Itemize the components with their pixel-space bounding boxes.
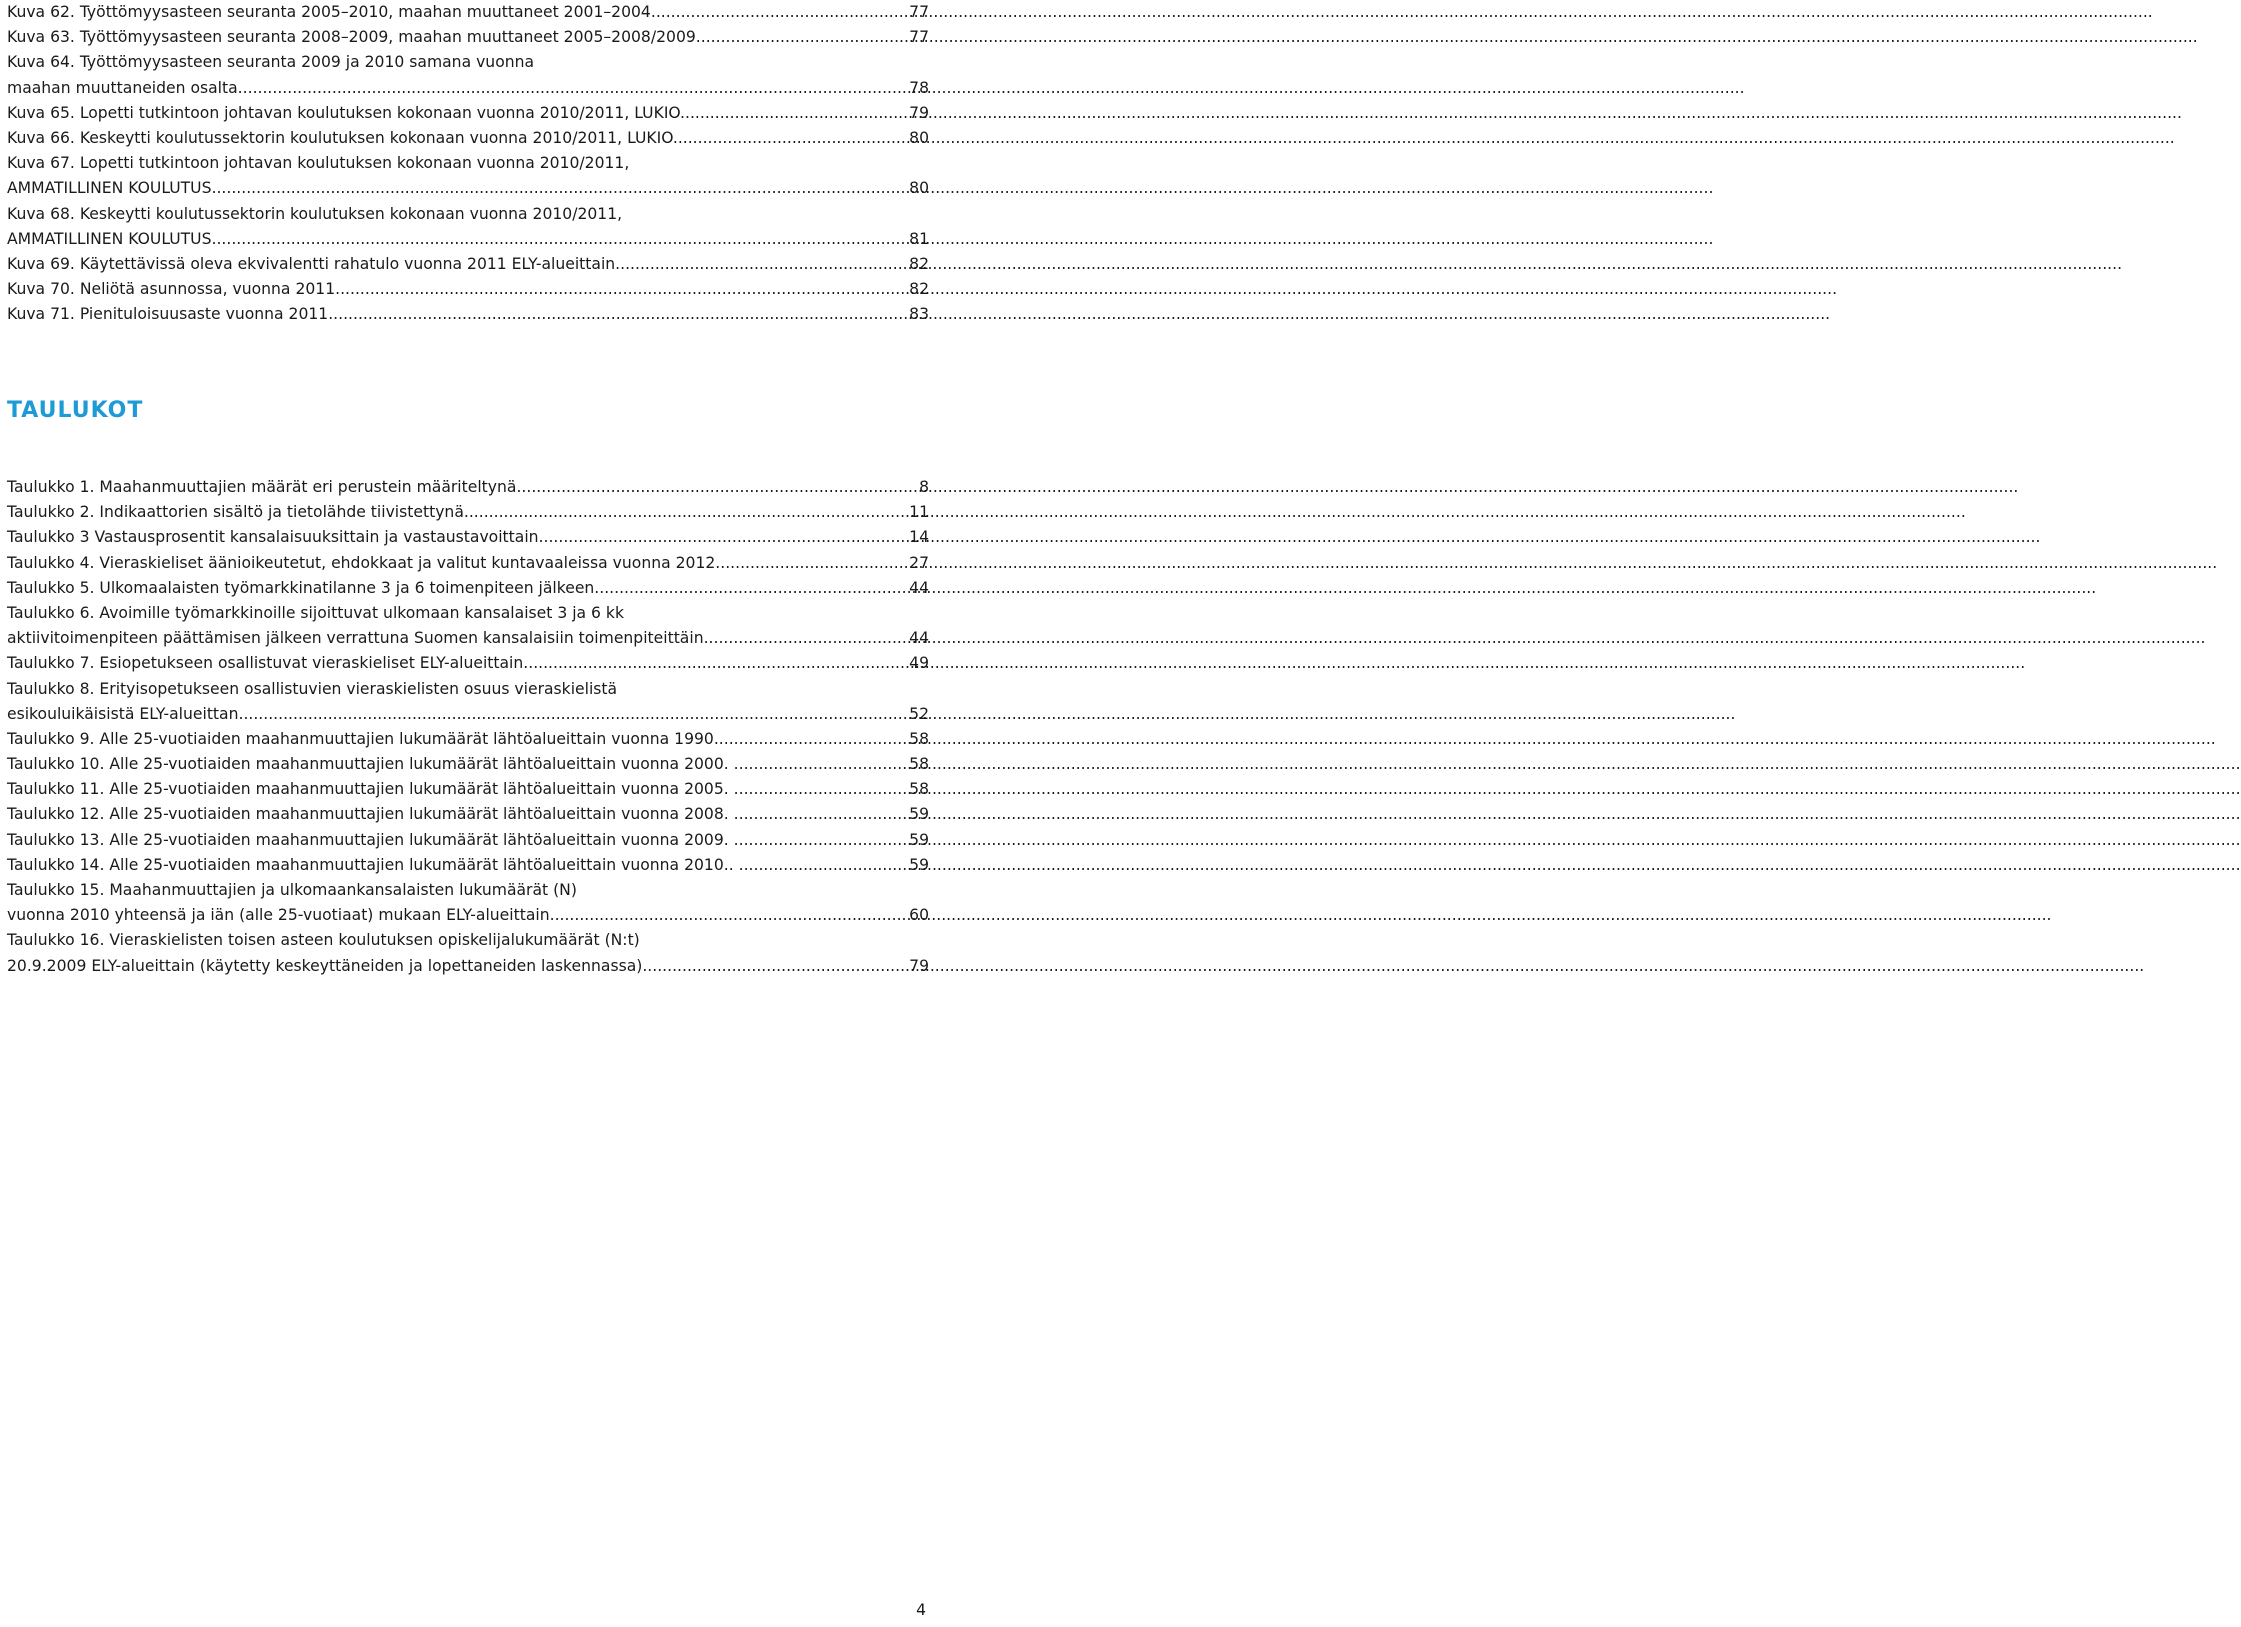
table-entry[interactable] [7,853,929,878]
entry-page-number: 59 [909,805,929,824]
entry-text: Taulukko 2. Indikaattorien sisältö ja tietolähde tiivistettynä. [7,503,469,522]
entry-text: Taulukko 12. Alle 25-vuotiaiden maahanmuuttajien lukumäärät lähtöalueittain vuonna 2008. .. [7,805,744,824]
dot-leader [544,525,908,550]
entry-text: Kuva 69. Käytettävissä oleva ekvivalentti rahatulo vuonna 2011 ELY-alueittain.. [7,254,626,273]
entry-page-number: 59 [909,855,929,874]
table-entry[interactable] [7,752,929,777]
dot-leader [469,500,907,525]
entry-page-number: 58 [909,755,929,774]
entry-page-number: 11 [909,503,929,522]
entry-page-number: 77 [909,3,929,21]
entry-text: Kuva 71. Pienituloisuusaste vuonna 2011. [7,305,334,324]
dot-leader [701,25,907,50]
dot-leader [744,828,908,853]
entry-page-number: 79 [909,103,929,122]
entry-line [7,853,929,878]
entry-text: Taulukko 11. Alle 25-vuotiaiden maahanmuuttajien lukumäärät lähtöalueittain vuonna 2005. .. [7,780,744,799]
page-number: 4 [916,1601,926,1619]
dot-leader [528,651,907,676]
entry-line [7,802,929,827]
entry-page-number: 27 [909,553,929,572]
entry-text: Taulukko 1. Maahanmuuttajien määrät eri perustein määriteltynä. [7,478,522,496]
dot-leader [656,0,907,25]
entry-line [7,227,929,252]
table-entry[interactable] [7,802,929,827]
entry-text: 20.9.2009 ELY-alueittain (käytetty keskeyttäneiden ja lopettaneiden laskennassa). [7,956,648,975]
entry-page-number: 44 [909,578,929,597]
entry-text: Kuva 68. Keskeytti koulutussektorin koulutuksen kokonaan vuonna 2010/2011, [7,204,623,223]
entry-text: Kuva 65. Lopetti tutkintoon johtavan koulutuksen kokonaan vuonna 2010/2011, LUKIO. [7,103,686,122]
entry-line [7,954,929,979]
entry-line [7,525,929,550]
entry-text: aktiivitoimenpiteen päättämisen jälkeen verrattuna Suomen kansalaisiin toimenpiteittäin. [7,629,709,648]
dot-leader [521,475,917,500]
table-entry[interactable] [7,777,929,802]
entry-page-number: 58 [909,780,929,799]
entry-text: Taulukko 5. Ulkomaalaisten työmarkkinatilanne 3 ja 6 toimenpiteen jälkeen. [7,578,600,597]
figure-entry[interactable] [7,0,929,25]
dot-leader [720,551,907,576]
dot-leader [555,903,908,928]
entry-line [7,277,929,302]
figure-entry[interactable] [7,252,929,277]
entry-line [7,576,929,601]
entry-text: Taulukko 6. Avoimille työmarkkinoille sijoittuvat ulkomaan kansalaiset 3 ja 6 kk [7,603,624,622]
entry-page-number: 83 [909,305,929,324]
entry-text: Kuva 66. Keskeytti koulutussektorin koulutuksen kokonaan vuonna 2010/2011, LUKIO. [7,128,678,147]
table-entry[interactable] [7,475,929,500]
entry-page-number: 14 [909,528,929,547]
entry-text: maahan muuttaneiden osalta.. [7,78,248,97]
entry-text: esikouluikäisistä ELY-alueittan [7,704,239,723]
table-entry[interactable] [7,727,929,752]
entry-page-number: 81 [909,229,929,248]
dot-leader [709,626,908,651]
entry-page-number: 8 [919,478,929,496]
dot-leader [647,954,907,979]
entry-text: Taulukko 13. Alle 25-vuotiaiden maahanmuuttajien lukumäärät lähtöalueittain vuonna 2009. .. [7,830,744,849]
entry-line [7,651,929,676]
entry-page-number: 77 [909,28,929,47]
table-list [7,475,929,979]
dot-leader [333,302,907,327]
dot-leader [248,76,908,101]
dot-leader [744,777,908,802]
table-entry[interactable] [7,551,929,576]
entry-text: Taulukko 10. Alle 25-vuotiaiden maahanmuuttajien lukumäärät lähtöalueittain vuonna 2000. .. [7,755,744,774]
figure-entry[interactable] [7,151,929,201]
entry-page-number: 44 [909,629,929,648]
entry-text: Taulukko 15. Maahanmuuttajien ja ulkomaankansalaisten lukumäärät (N) [7,881,577,899]
entry-line [7,903,929,928]
dot-leader [678,126,907,151]
entry-text: Kuva 67. Lopetti tutkintoon johtavan koulutuksen kokonaan vuonna 2010/2011, [7,154,630,173]
entry-line [7,500,929,525]
figure-entry[interactable] [7,302,929,327]
figure-entry[interactable] [7,277,929,302]
dot-leader [744,802,908,827]
entry-text: Taulukko 4. Vieraskieliset äänioikeutetut, ehdokkaat ja valitut kuntavaaleissa vuonna 2012. [7,553,721,572]
entry-text: Taulukko 8. Erityisopetukseen osallistuvien vieraskielisten osuus vieraskielistä [7,679,618,698]
entry-text: Taulukko 14. Alle 25-vuotiaiden maahanmuuttajien lukumäärät lähtöalueittain vuonna 2010.. . [7,855,744,874]
dot-leader [744,752,908,777]
entry-line [7,302,929,327]
figure-list [7,0,929,327]
entry-page-number: 79 [909,956,929,975]
figure-entry[interactable] [7,126,929,151]
entry-line [7,101,929,126]
dot-leader [685,101,907,126]
entry-line [7,475,929,500]
entry-line [7,551,929,576]
entry-page-number: 60 [909,906,929,925]
table-entry[interactable] [7,525,929,550]
table-entry[interactable] [7,828,929,853]
entry-text: Taulukko 3 Vastausprosentit kansalaisuuksittain ja vastaustavoittain. [7,528,544,547]
figure-entry[interactable] [7,101,929,126]
entry-line [7,25,929,50]
entry-line [7,828,929,853]
dot-leader [744,853,908,878]
entry-line [7,626,929,651]
entry-text: AMMATILLINEN KOULUTUS. [7,179,217,198]
entry-page-number: 80 [909,128,929,147]
entry-line [7,176,929,201]
entry-text: Kuva 63. Työttömyysasteen seuranta 2008–2009, maahan muuttaneet 2005–2008/2009. [7,28,701,47]
entry-line [7,727,929,752]
entry-text: Kuva 70. Neliötä asunnossa, vuonna 2011. [7,280,341,299]
entry-page-number: 52 [909,704,929,723]
table-entry[interactable] [7,928,929,978]
entry-text: Kuva 64. Työttömyysasteen seuranta 2009 ja 2010 samana vuonna [7,53,535,72]
entry-line [7,76,929,101]
entry-page-number: 59 [909,830,929,849]
table-entry[interactable] [7,651,929,676]
entry-page-number: 49 [909,654,929,673]
entry-line [7,777,929,802]
figure-entry[interactable] [7,25,929,50]
entry-line [7,702,929,727]
entry-page-number: 82 [909,254,929,273]
table-entry[interactable] [7,677,929,727]
entry-text: Kuva 62. Työttömyysasteen seuranta 2005–2010, maahan muuttaneet 2001–2004. [7,3,656,21]
entry-text: Taulukko 16. Vieraskielisten toisen asteen koulutuksen opiskelijalukumäärät (N:t) [7,931,640,950]
table-entry[interactable] [7,500,929,525]
entry-text: Taulukko 7. Esiopetukseen osallistuvat vieraskieliset ELY-alueittain. [7,654,529,673]
entry-page-number: 80 [909,179,929,198]
entry-text: vuonna 2010 yhteensä ja iän (alle 25-vuotiaat) mukaan ELY-alueittain. [7,906,555,925]
entry-line [7,252,929,277]
entry-line [7,126,929,151]
table-entry[interactable] [7,601,929,651]
dot-leader [216,227,907,252]
entry-line [7,0,929,25]
dot-leader [719,727,907,752]
section-title: TAULUKOT [7,398,144,423]
dot-leader [599,576,907,601]
table-entry[interactable] [7,878,929,928]
dot-leader [238,702,907,727]
entry-page-number: 78 [909,78,929,97]
table-entry[interactable] [7,576,929,601]
dot-leader [625,252,907,277]
entry-page-number: 58 [909,729,929,748]
dot-leader [216,176,907,201]
entry-page-number: 82 [909,280,929,299]
entry-text: Taulukko 9. Alle 25-vuotiaiden maahanmuuttajien lukumäärät lähtöalueittain vuonna 1990. [7,729,719,748]
figure-entry[interactable] [7,50,929,100]
dot-leader [340,277,907,302]
entry-line [7,752,929,777]
figure-entry[interactable] [7,202,929,252]
entry-text: AMMATILLINEN KOULUTUS. [7,229,217,248]
